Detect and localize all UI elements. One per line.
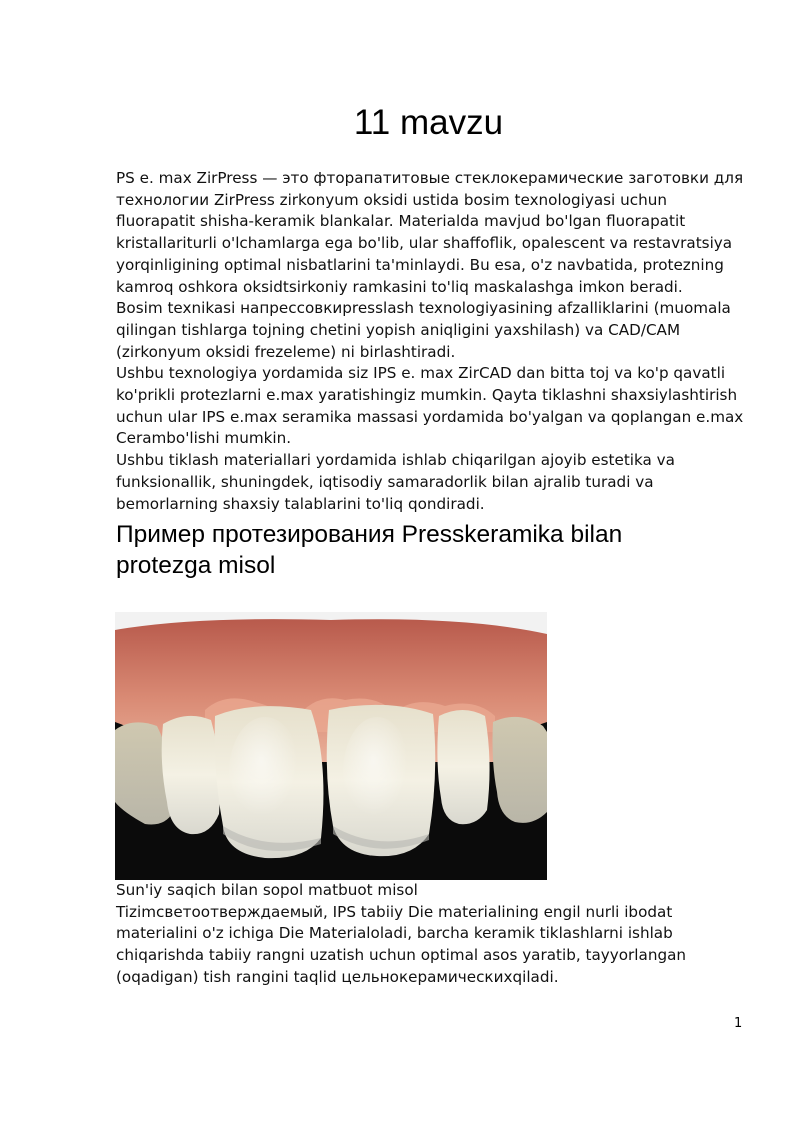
paragraph-press-technique: Bosim texnikasi напрессовкиpresslash texnologiyasining afzalliklarini (muomala qilingan tishlarga tojning chetini yopish aniqligini yaxshilash) va CAD/CAM (zirkonyum oksidi frezeleme) ni birlashtiradi. [116, 299, 731, 361]
intro-text-block [116, 168, 756, 515]
paragraph-die-material: Tizimсветоотверждаемый, IPS tabiiy Die materialining engil nurli ibodat materialini o'z ichiga Die Materialoladi, barcha keramik tiklashlarni ishlab chiqarishda tabiiy rangni uzatish uchun optimal asos yaratib, tayyorlangan (oqadigan) tish rangini taqlid цельнокерамическихqiladi. [116, 902, 687, 986]
page-title: 11 mavzu [353, 103, 504, 142]
caption-text-block [116, 880, 756, 989]
paragraph-aesthetics: Ushbu tiklash materiallari yordamida ishlab chiqarilgan ajoyib estetika va funksionallik, shuningdek, iqtisodiy samaradorlik bilan ajralib turadi va bemorlarning shaxsiy talablarini to'liq qondiradi. [116, 451, 675, 513]
image-caption: Sun'iy saqich bilan sopol matbuot misol [116, 881, 418, 899]
dental-prosthesis-photo [115, 612, 547, 880]
page-number: 1 [734, 1016, 743, 1031]
paragraph-zircad-technology: Ushbu texnologiya yordamida siz IPS e. max ZirCAD dan bitta toj va ko'p qavatli ko'prikli protezlarni e.max yaratishingiz mumkin. Qayta tiklashni shaxsiylashtirish uchun ular IPS e.max seramika massasi yordamida bo'yalgan va qoplangan e.max Cerambo'lishi mumkin. [116, 364, 744, 448]
section-heading: Пример протезирования Presskeramika bilan protezga misol [116, 521, 623, 579]
paragraph-zirpress-description: PS e. max ZirPress — это фторапатитовые стеклокерамические заготовки для технологии ZirPress zirkonyum oksidi ustida bosim texnologiyasi uchun fluorapatit shisha-keramik blankalar. Materialda mavjud bo'lgan fluorapatit kristallariturli o'lchamlarga ega bo'lib, ular shaffoflik, opalescent va restavratsiya yorqinligining optimal nisbatlarini ta'minlaydi. Bu esa, o'z navbatida, protezning kamroq oshkora oksidtsirkoniy ramkasini to'liq maskalashga imkon beradi. [116, 169, 744, 296]
